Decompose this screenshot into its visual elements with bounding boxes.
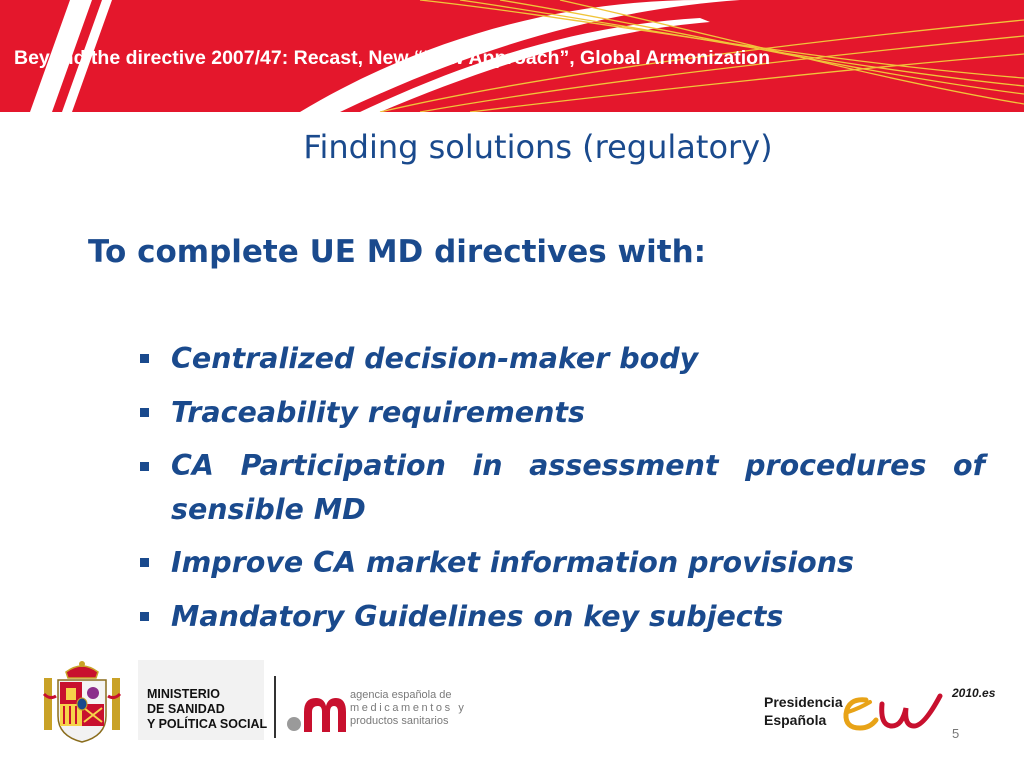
presidency-name	[764, 693, 843, 729]
bullet-square-icon	[140, 408, 149, 417]
agency-line-3: productos sanitarios	[350, 715, 449, 727]
slide-title: Finding solutions (regulatory)	[303, 128, 773, 166]
list-item	[140, 540, 985, 586]
list-item	[140, 594, 985, 640]
footer-logos	[0, 650, 1024, 768]
bullet-text: Traceability requirements	[171, 396, 586, 429]
bullet-text: Centralized decision-maker body	[171, 342, 699, 375]
eu-logo-icon	[840, 682, 950, 734]
agency-line-1: agencia española de	[350, 689, 452, 701]
presidency-line-2: Española	[764, 712, 827, 728]
coat-of-arms-icon	[42, 660, 122, 744]
lead-text: To complete UE MD directives with:	[88, 234, 707, 270]
ministry-line-3: Y POLÍTICA SOCIAL	[147, 717, 268, 731]
list-item	[140, 336, 985, 382]
page-number: 5	[952, 726, 960, 741]
bullet-text: CA Participation in assessment procedures of sensible MD	[171, 449, 985, 526]
banner-title: Beyond the directive 2007/47: Recast, New “New Approach”, Global Armonization	[14, 47, 770, 69]
agency-line-2: medicamentos y	[350, 702, 467, 714]
bullet-text: Improve CA market information provisions	[171, 546, 855, 579]
header-banner	[0, 0, 1024, 112]
bullet-square-icon	[140, 354, 149, 363]
eu-domain: 2010.es	[952, 686, 996, 700]
list-item	[140, 390, 985, 436]
agency-name	[350, 689, 467, 728]
ministry-name	[147, 687, 267, 732]
logo-divider	[274, 676, 276, 738]
ministry-line-2: DE SANIDAD	[147, 702, 225, 716]
bullet-square-icon	[140, 462, 149, 471]
bullet-square-icon	[140, 612, 149, 621]
bullet-square-icon	[140, 558, 149, 567]
bullet-list	[140, 336, 985, 648]
ministry-line-1: MINISTERIO	[147, 687, 220, 701]
aemps-logo-icon	[286, 690, 346, 734]
list-item	[140, 444, 985, 532]
presidency-line-1: Presidencia	[764, 694, 843, 710]
bullet-text: Mandatory Guidelines on key subjects	[171, 600, 784, 633]
